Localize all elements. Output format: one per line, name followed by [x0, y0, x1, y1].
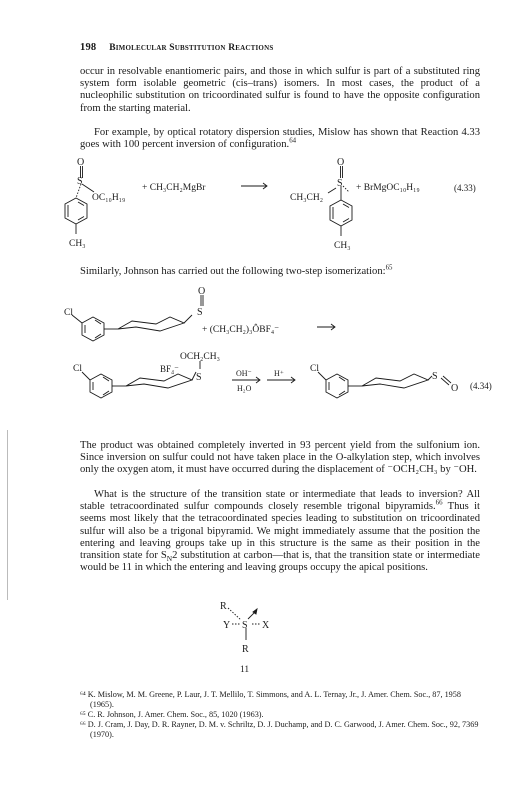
eq434-oxygen-1: O: [198, 286, 206, 297]
paragraph-5-text-a: What is the structure of the transition state or intermediate that leads to inversion? All stable tetracoordinated sulfur compounds closely resemble trigonal bipyramids.: [80, 489, 480, 513]
struct11-R-top: R: [220, 601, 227, 612]
paragraph-5-text-c: 2 substitution at carbon—that is, that the transition state or intermediate would be 11 in which the entering and leaving groups occupy the apical positions.: [80, 550, 480, 574]
paragraph-3-text: Similarly, Johnson has carried out the following two-step isomerization:: [80, 266, 386, 277]
footnote-66: ⁶⁶ D. J. Cram, J. Day, D. R. Rayner, D. M. v. Schriltz, D. J. Duchamp, and D. C. Garwood, J. Amer. Chem. Soc., 92, 7369 (1970).: [80, 720, 479, 739]
running-head: [80, 42, 273, 53]
eq434-proton: H⁺: [274, 369, 284, 378]
eq434-water: H₂O: [237, 384, 252, 393]
struct11-label: 11: [240, 665, 250, 675]
eq433-left-oxygen: O: [77, 158, 85, 168]
eq433-right-oxygen: O: [337, 158, 345, 168]
eq434-reagent: + (CH₃CH₂)₃ÔBF₄⁻: [202, 325, 280, 335]
eq434-chloro-1: Cl: [64, 308, 73, 318]
eq433-right-group: CH₃CH₂: [290, 193, 324, 203]
eq434-chloro-3: Cl: [310, 364, 319, 374]
eq434-ethoxy: OCH₂CH₃: [180, 352, 220, 362]
eq433-left-sulfur: S: [77, 176, 83, 187]
reaction-4-34: [60, 285, 500, 430]
eq434-sulfur-3: S: [432, 371, 438, 382]
struct11-R-bottom: R: [242, 644, 249, 655]
paragraph-5-text-b: Thus it seems most likely that the tetracoordinated species leading to substitution on tricoordinated sulfur will also be a trigonal bipyramid. We might immediately assume that the position the entering and leaving groups take up in this structure is the same as their position in the transition state for S: [80, 501, 480, 562]
eq434-counterion: BF₄⁻: [160, 364, 179, 374]
footnote-64: ⁶⁴ K. Mislow, M. M. Greene, P. Laur, J. T. Mellilo, T. Simmons, and A. L. Ternay, Jr., J. Amer. Chem. Soc., 87, 1958 (1965).: [80, 690, 461, 709]
footnotes: [80, 690, 480, 740]
paragraph-5-subscript: N: [166, 554, 173, 564]
footnote-ref-65: 65: [385, 264, 393, 272]
eq433-right-methyl: CH₃: [334, 241, 351, 251]
footnote-65: ⁶⁵ C. R. Johnson, J. Amer. Chem. Soc., 85, 1020 (1963).: [80, 710, 264, 719]
paragraph-3: [80, 266, 480, 278]
paragraph-4: The product was obtained completely inverted in 93 percent yield from the sulfonium ion. Since inversion on sulfur could not have taken place in the O-alkylation step, which involves only the oxygen atom, it must have occurred during the displacement of ⁻OCH₂CH₃ by ⁻OH.: [80, 440, 480, 476]
struct11-X: X: [262, 620, 270, 631]
struct11-S: S: [242, 620, 248, 631]
eq434-oxygen-3: O: [451, 383, 459, 394]
eq434-number: (4.34): [470, 381, 492, 391]
eq434-sulfur-1: S: [197, 307, 203, 318]
footnote-ref-64: 64: [289, 137, 297, 145]
page-number: 198: [80, 42, 97, 53]
margin-mark: [7, 430, 8, 600]
footnote-ref-66: 66: [435, 499, 443, 507]
paragraph-2: [80, 127, 480, 151]
paragraph-5: [80, 489, 480, 574]
eq433-number: (4.33): [454, 183, 476, 193]
struct11-Y: Y: [223, 620, 231, 631]
eq433-left-methyl: CH₃: [69, 239, 86, 249]
eq433-reagent: + CH₃CH₂MgBr: [142, 183, 206, 193]
paragraph-1: occur in resolvable enantiomeric pairs, and those in which sulfur is part of a substituted ring system form isolable geometric (cis–trans) isomers. In most cases, the product of a nucleophilic substitution on tricoordinated sulfur is found to have the opposite configuration from the starting material.: [80, 66, 480, 114]
eq434-hydroxide: OH⁻: [236, 369, 252, 378]
running-title: Bimolecular Substitution Reactions: [109, 43, 274, 53]
eq433-right-sulfur: S: [337, 178, 343, 189]
eq434-sulfur-2: S: [196, 372, 202, 383]
paragraph-2-text: For example, by optical rotatory dispersion studies, Mislow has shown that Reaction 4.33 goes with 100 percent inversion of configuration.: [80, 127, 480, 151]
eq433-byproduct: + BrMgOC₁₀H₁₉: [356, 183, 420, 193]
structure-11: [210, 600, 300, 678]
eq434-chloro-2: Cl: [73, 364, 82, 374]
reaction-4-33: [60, 158, 500, 260]
eq433-left-group: OC₁₀H₁₉: [92, 193, 126, 203]
